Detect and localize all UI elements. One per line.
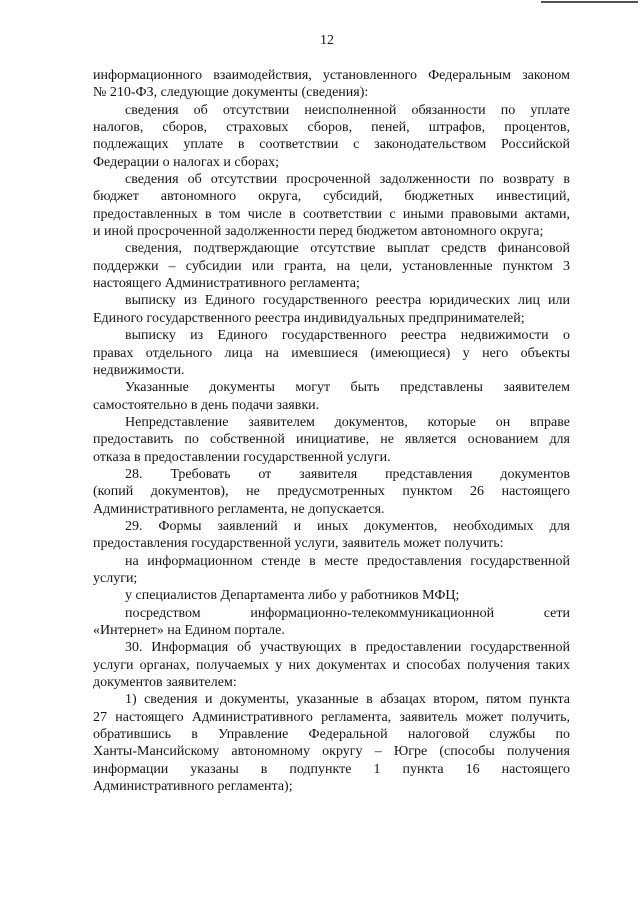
text-line: Непредставление заявителем документов, которые он вправе: [125, 414, 570, 430]
text-line: правах отдельного лица на имевшиеся (имеющиеся) у него объекты: [93, 345, 570, 361]
paragraph: [93, 327, 570, 379]
text-line: бюджет автономного округа, субсидий, бюджетных инвестиций,: [93, 189, 570, 205]
text-line: (копий документов), не предусмотренных пунктом 26 настоящего: [93, 484, 570, 500]
text-line: выписку из Единого государственного реестра юридических лиц или: [125, 293, 570, 309]
text-line: 30. Информация об участвующих в предоставлении государственной: [125, 640, 570, 656]
text-line: самостоятельно в день подачи заявки.: [93, 397, 320, 413]
text-line: 28. Требовать от заявителя представления документов: [125, 466, 570, 482]
paragraph: [93, 553, 570, 588]
scan-edge-mark: [541, 1, 638, 3]
text-line: подлежащих уплате в соответствии с законодательством Российской: [93, 137, 570, 153]
text-line: «Интернет» на Едином портале.: [93, 623, 285, 638]
text-line: 1) сведения и документы, указанные в абзацах втором, пятом пункта: [125, 692, 570, 708]
text-line: Федерации о налогах и сборах;: [93, 154, 279, 170]
text-line: сведения об отсутствии неисполненной обязанности по уплате: [125, 102, 570, 118]
text-line: на информационном стенде в месте предоставления государственной: [125, 553, 570, 569]
text-line: отказа в предоставлении государственной услуги.: [93, 449, 391, 465]
document-body: [93, 67, 570, 795]
paragraph: [93, 605, 570, 640]
text-line: недвижимости.: [93, 362, 185, 378]
paragraph: [93, 171, 570, 240]
paragraph: [93, 414, 570, 466]
text-line: посредством информационно-телекоммуникационной сети: [125, 605, 570, 621]
text-line: информации указаны в подпункте 1 пункта 16 настоящего: [93, 761, 570, 777]
text-line: услуги;: [93, 570, 138, 586]
paragraph: [93, 102, 570, 171]
text-line: предоставленных в том числе в соответствии с иными правовыми актами,: [93, 206, 570, 222]
text-line: выписку из Единого государственного реестра недвижимости о: [125, 328, 570, 344]
text-line: услуги органах, получаемых у них документах и способах получения таких: [93, 657, 570, 673]
paragraph: [93, 639, 570, 691]
paragraph: [93, 587, 570, 604]
text-line: документов заявителем:: [93, 675, 237, 691]
text-line: настоящего Административного регламента;: [93, 276, 360, 292]
text-line: Единого государственного реестра индивидуальных предпринимателей;: [93, 310, 525, 326]
text-line: обратившись в Управление Федеральной налоговой службы по: [93, 727, 570, 743]
text-line: у специалистов Департамента либо у работников МФЦ;: [125, 588, 460, 604]
text-line: информационного взаимодействия, установленного Федеральным законом: [93, 68, 570, 83]
text-line: сведения об отсутствии просроченной задолженности по возврату в: [125, 172, 570, 188]
paragraph: [93, 240, 570, 292]
text-line: № 210-ФЗ, следующие документы (сведения):: [93, 85, 369, 101]
paragraph: [93, 466, 570, 518]
text-line: Указанные документы могут быть представлены заявителем: [125, 380, 570, 396]
paragraph: [93, 691, 570, 795]
paragraph: [93, 518, 570, 553]
paragraph: [93, 379, 570, 414]
text-line: Административного регламента, не допускается.: [93, 501, 385, 517]
text-line: предоставления государственной услуги, заявитель может получить:: [93, 536, 504, 552]
text-line: сведения, подтверждающие отсутствие выплат средств финансовой: [125, 241, 570, 257]
text-line: поддержки – субсидии или гранта, на цели, установленные пунктом 3: [93, 258, 570, 274]
page-number: 12: [320, 33, 334, 48]
paragraph: [93, 67, 570, 102]
paragraph: [93, 292, 570, 327]
text-line: 27 настоящего Административного регламента, заявитель может получить,: [93, 709, 570, 725]
text-line: Ханты-Мансийскому автономному округу – Югре (способы получения: [93, 744, 570, 760]
text-line: и иной просроченной задолженности перед бюджетом автономного округа;: [93, 224, 544, 240]
text-line: предоставить по собственной инициативе, не является основанием для: [93, 432, 570, 448]
text-line: 29. Формы заявлений и иных документов, необходимых для: [125, 518, 570, 534]
text-line: налогов, сборов, страховых сборов, пеней, штрафов, процентов,: [93, 120, 570, 136]
text-line: Административного регламента);: [93, 779, 293, 795]
